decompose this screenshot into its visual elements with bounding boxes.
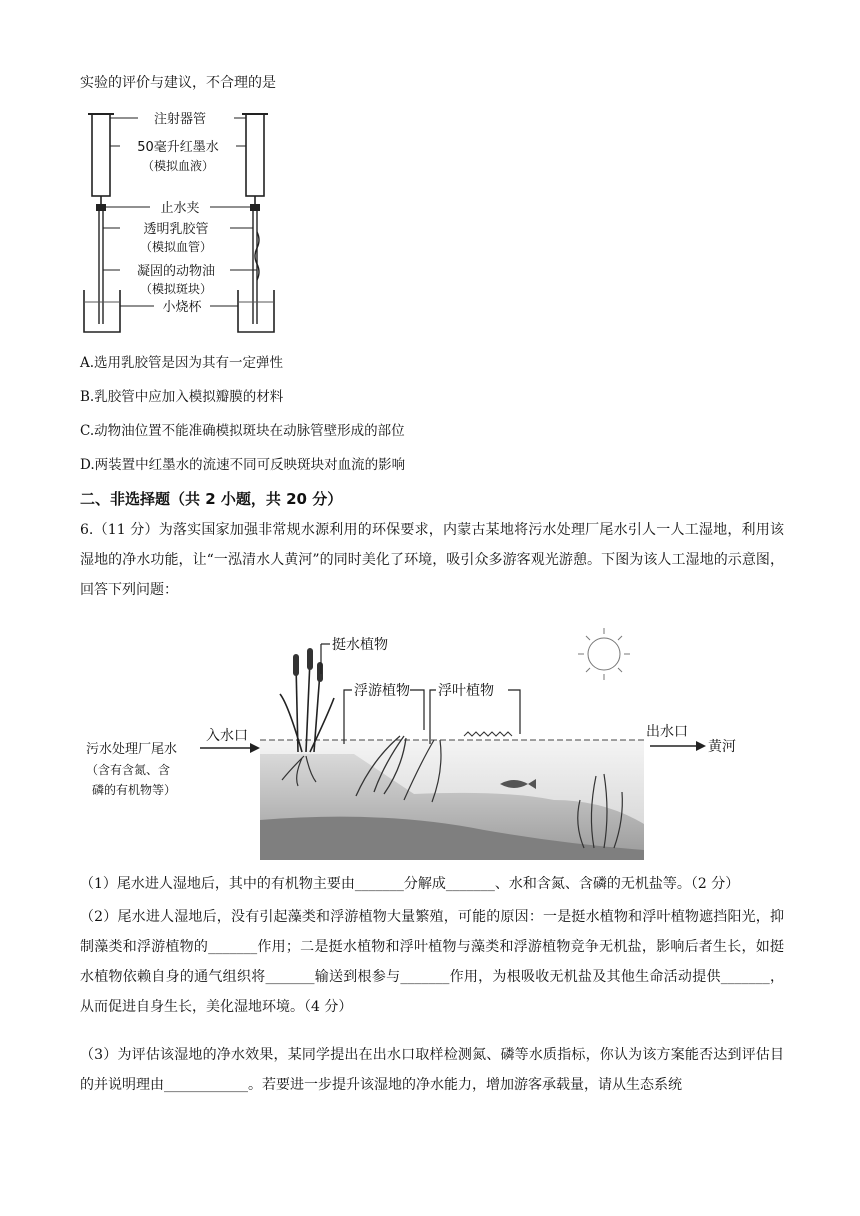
sub-question-3 (80, 1040, 784, 1100)
label-red-ink: 50毫升红墨水 (137, 140, 219, 155)
label-latex-tube: 透明乳胶管 (143, 222, 209, 237)
sub-question-2 (80, 902, 784, 1022)
label-outlet: 出水口 (646, 724, 688, 740)
label-floating-leaf: 浮叶植物 (438, 683, 494, 699)
label-source-line2: （含有含氮、含 (86, 763, 171, 777)
label-source-line1: 污水处理厂尾水 (86, 742, 178, 757)
label-floating-plankton: 浮游植物 (354, 683, 410, 699)
sub-question-3-text: （3）为评估该湿地的净水效果，某同学提出在出水口取样检测氮、磷等水质指标，你认为该方案能否达到评估目的并说明理由____________。若要进一步提升该湿地的净水能力，增加游客承载量，请从生态系统 (80, 1047, 784, 1093)
label-beaker: 小烧杯 (162, 300, 202, 315)
sub-question-1-text: （1）尾水进人湿地后，其中的有机物主要由_______分解成_______、水和含氮、含磷的无机盐等。（2 分） (80, 876, 740, 892)
label-emergent-plants: 挺水植物 (332, 637, 388, 653)
question-stem-tail: 实验的评价与建议，不合理的是 (80, 75, 276, 91)
question-6-stem (80, 515, 784, 605)
label-clamp: 止水夹 (160, 201, 200, 216)
option-d: D.两装置中红墨水的流速不同可反映斑块对血流的影响 (80, 457, 406, 473)
option-a: A.选用乳胶管是因为其有一定弹性 (80, 355, 284, 371)
label-syringe: 注射器管 (153, 112, 207, 127)
syringe-apparatus-figure (80, 104, 295, 340)
option-c: C.动物油位置不能准确模拟斑块在动脉管壁形成的部位 (80, 423, 405, 439)
label-simulated-blood: （模拟血液） (141, 159, 215, 173)
question-6-text: 6.（11 分）为落实国家加强非常规水源利用的环保要求，内蒙古某地将污水处理厂尾水引人一人工湿地，利用该湿地的净水功能，让“一泓清水人黄河”的同时美化了环境，吸引众多游客观光游憩。下图为该人工湿地的示意图，回答下列问题： (80, 522, 784, 598)
label-yellow-river: 黄河 (708, 739, 736, 755)
section-heading: 二、非选择题（共 2 小题，共 20 分） (80, 490, 343, 508)
label-inlet: 入水口 (206, 728, 248, 744)
wetland-diagram (84, 624, 744, 864)
label-source-line3: 磷的有机物等） (92, 783, 177, 797)
option-b: B.乳胶管中应加入模拟瓣膜的材料 (80, 389, 284, 405)
label-animal-oil: 凝固的动物油 (136, 264, 216, 279)
sub-question-2-text: （2）尾水进人湿地后，没有引起藻类和浮游植物大量繁殖，可能的原因：一是挺水植物和浮叶植物遮挡阳光，抑制藻类和浮游植物的_______作用；二是挺水植物和浮叶植物与藻类和浮游植物竞争无机盐，影响后者生长，如挺水植物依赖自身的通气组织将_______输送到根参与_______作用，为根吸收无机盐及其他生命活动提供_______，从而促进自身生长，美化湿地环境。（4 分） (80, 909, 784, 1015)
sub-question-1 (80, 869, 784, 899)
label-simulated-vessel: （模拟血管） (139, 240, 213, 254)
label-simulated-plaque: （模拟斑块） (139, 282, 213, 296)
